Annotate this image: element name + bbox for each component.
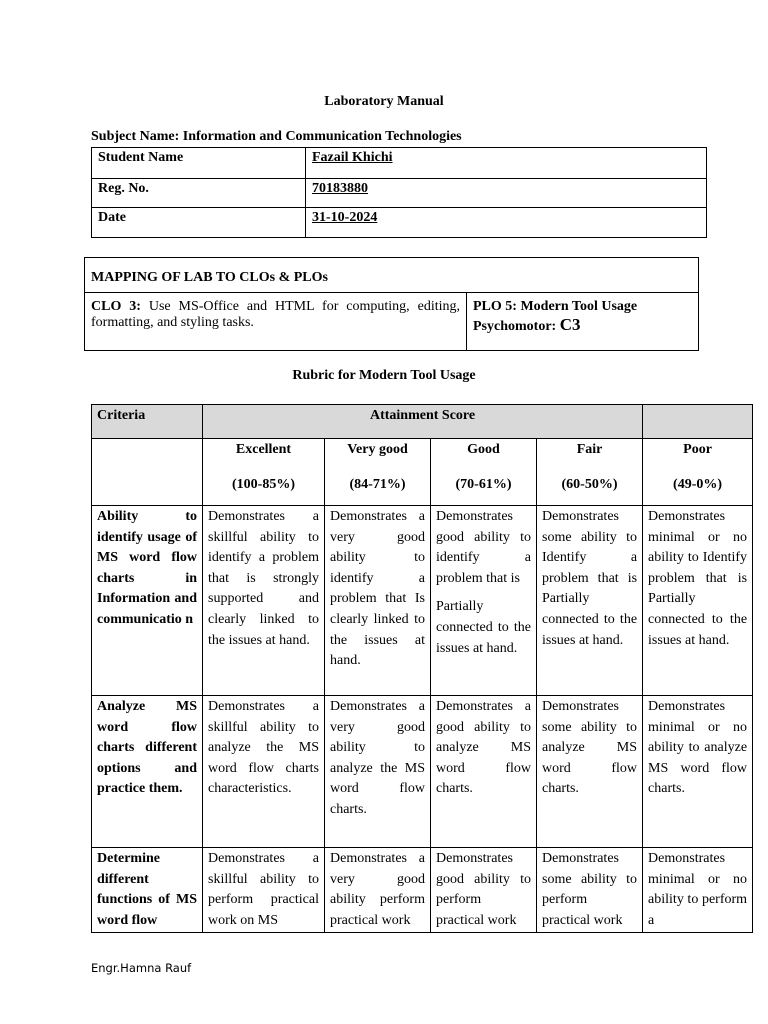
rubric-cell-text-extra: Partially connected to the issues at hand. [436,599,531,656]
footer-author: Engr.Hamna Rauf [91,961,192,975]
rubric-cell: Demonstrates minimal or no ability to Identify problem that is Partially connected to the issues at hand. [643,506,753,696]
rubric-row [92,696,753,848]
subject-name: Subject Name: Information and Communication Technologies [91,129,462,144]
rubric-cell: Demonstrates minimal or no ability to perform a [643,848,753,933]
rubric-row [92,506,753,696]
level-fair [537,439,643,506]
rubric-cell: Demonstrates a very good ability perform practical work [325,848,431,933]
student-name-row [92,148,707,179]
level-name: Good [467,442,500,457]
clo-plo-mapping-table [84,257,699,351]
rubric-cell: Demonstrates some ability to analyze MS word flow charts. [537,696,643,848]
rubric-cell: Demonstrates minimal or no ability to analyze MS word flow charts. [643,696,753,848]
rubric-cell-good [431,506,537,696]
level-poor [643,439,753,506]
reg-no-label: Reg. No. [92,179,306,208]
date-label: Date [92,208,306,238]
psychomotor-label: Psychomotor: [473,319,560,334]
plo-text: PLO 5: Modern Tool Usage [473,299,638,314]
student-name-value: Fazail Khichi [306,148,707,179]
rubric-cell: Demonstrates good ability to perform practical work [431,848,537,933]
criterion-cell: Ability to identify usage of MS word flow charts in Information and communicatio n [92,506,203,696]
clo-text: Use MS-Office and HTML for computing, editing, formatting, and styling tasks. [91,299,460,330]
attainment-score-header: Attainment Score [203,405,643,439]
reg-no-value: 70183880 [306,179,707,208]
student-info-table [91,147,707,238]
rubric-cell: Demonstrates a good ability to analyze MS word flow charts. [431,696,537,848]
clo-cell [85,293,467,351]
rubric-cell: Demonstrates some ability to Identify a problem that is Partially connected to the issues at hand. [537,506,643,696]
criterion-cell: Analyze MS word flow charts different options and practice them. [92,696,203,848]
level-range: (49-0%) [673,476,723,492]
rubric-cell-text: Demonstrates good ability to identify a problem that is [436,509,531,586]
plo-cell [467,293,699,351]
rubric-cell: Demonstrates some ability to perform practical work [537,848,643,933]
rubric-title: Rubric for Modern Tool Usage [292,368,476,383]
reg-no-row [92,179,707,208]
level-range: (70-61%) [455,476,512,492]
mapping-heading: MAPPING OF LAB TO CLOs & PLOs [85,258,699,293]
rubric-cell: Demonstrates a very good ability to identify a problem that Is clearly linked to the issues at hand. [325,506,431,696]
level-name: Very good [347,442,408,457]
rubric-cell: Demonstrates a skillful ability to perform practical work on MS [203,848,325,933]
level-range: (84-71%) [349,476,406,492]
rubric-row [92,848,753,933]
document-title: Laboratory Manual [324,94,444,109]
rubric-header-row [92,405,753,439]
psychomotor-line [473,315,692,335]
header-blank-cell [643,405,753,439]
date-row [92,208,707,238]
rubric-cell: Demonstrates a skillful ability to analyze the MS word flow charts characteristics. [203,696,325,848]
level-range: (60-50%) [561,476,618,492]
psychomotor-level: C3 [559,315,581,334]
level-name: Poor [683,442,712,457]
rubric-table [91,404,753,933]
student-name-label: Student Name [92,148,306,179]
level-name: Excellent [235,442,292,457]
level-very-good [325,439,431,506]
criterion-cell: Determine different functions of MS word flow [92,848,203,933]
levels-blank-cell [92,439,203,506]
criteria-header: Criteria [92,405,203,439]
rubric-cell: Demonstrates a skillful ability to identify a problem that is strongly supported and clearly linked to the issues at hand. [203,506,325,696]
clo-label: CLO 3: [91,299,141,314]
level-range: (100-85%) [232,476,295,492]
level-good [431,439,537,506]
level-name: Fair [576,442,603,457]
date-value: 31-10-2024 [306,208,707,238]
level-excellent [203,439,325,506]
rubric-cell: Demonstrates a very good ability to analyze the MS word flow charts. [325,696,431,848]
score-levels-row [92,439,753,506]
